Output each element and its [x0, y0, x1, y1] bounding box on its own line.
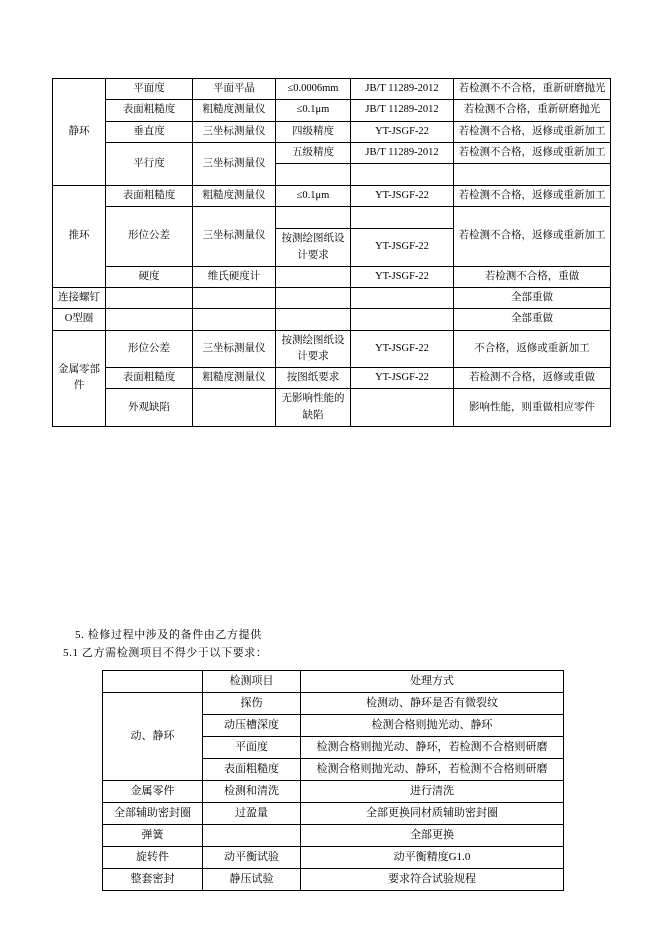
header-category — [103, 671, 203, 693]
cell-instrument: 平面平晶 — [193, 79, 276, 100]
cell-action: 检测动、静环是否有微裂纹 — [301, 693, 564, 715]
table-row — [53, 309, 611, 330]
table-row — [53, 288, 611, 309]
table-row — [53, 266, 611, 287]
table-row — [53, 79, 611, 100]
cell-category: O型圈 — [53, 309, 106, 330]
table-row — [103, 781, 564, 803]
cell-instrument — [193, 288, 276, 309]
cell-spec — [276, 266, 351, 287]
table-row — [53, 100, 611, 121]
cell-category: 整套密封 — [103, 869, 203, 891]
cell-action: 进行清洗 — [301, 781, 564, 803]
cell-item: 表面粗糙度 — [106, 186, 193, 207]
cell-spec: ≤0.0006mm — [276, 79, 351, 100]
table-row — [103, 803, 564, 825]
cell-action: 全部重做 — [454, 288, 611, 309]
cell-standard: YT-JSGF-22 — [351, 121, 454, 142]
cell-item: 表面粗糙度 — [106, 368, 193, 389]
cell-standard — [351, 389, 454, 427]
cell-standard — [351, 309, 454, 330]
cell-item: 静压试验 — [203, 869, 301, 891]
cell-standard: JB/T 11289-2012 — [351, 79, 454, 100]
cell-item: 平面度 — [203, 737, 301, 759]
note-item-5: 5. 检修过程中涉及的备件由乙方提供 — [75, 629, 262, 641]
cell-standard: JB/T 11289-2012 — [351, 100, 454, 121]
cell-standard — [351, 164, 454, 186]
requirement-table-container — [102, 670, 563, 891]
cell-item: 外观缺陷 — [106, 389, 193, 427]
cell-spec: 按图纸要求 — [276, 368, 351, 389]
cell-standard: JB/T 11289-2012 — [351, 142, 454, 163]
cell-spec: ≤0.1μm — [276, 100, 351, 121]
cell-category: 金属零件 — [103, 781, 203, 803]
cell-item — [203, 825, 301, 847]
cell-action: 若检测不合格，重新研磨抛光 — [454, 100, 611, 121]
note-item-5-1: 5.1 乙方需检测项目不得少于以下要求： — [63, 647, 268, 659]
cell-item: 检测和清洗 — [203, 781, 301, 803]
table-row — [53, 368, 611, 389]
cell-spec: ≤0.1μm — [276, 186, 351, 207]
table-row — [53, 389, 611, 427]
cell-action — [454, 164, 611, 186]
cell-instrument: 三坐标测量仪 — [193, 330, 276, 368]
cell-spec: 无影响性能的缺陷 — [276, 389, 351, 427]
cell-action: 动平衡精度G1.0 — [301, 847, 564, 869]
cell-item: 表面粗糙度 — [203, 759, 301, 781]
cell-category: 弹簧 — [103, 825, 203, 847]
cell-instrument: 三坐标测量仪 — [193, 121, 276, 142]
cell-item: 平行度 — [106, 142, 193, 185]
inspection-table-container — [52, 78, 610, 427]
cell-instrument — [193, 389, 276, 427]
cell-item: 动压槽深度 — [203, 715, 301, 737]
cell-action: 若检测不合格，返修或重新加工 — [454, 186, 611, 207]
cell-item: 动平衡试验 — [203, 847, 301, 869]
cell-item — [106, 288, 193, 309]
cell-action: 检测合格则抛光动、静环 — [301, 715, 564, 737]
cell-spec — [276, 164, 351, 186]
cell-item: 表面粗糙度 — [106, 100, 193, 121]
cell-item: 探伤 — [203, 693, 301, 715]
cell-standard: YT-JSGF-22 — [351, 266, 454, 287]
cell-instrument — [193, 309, 276, 330]
cell-action: 不合格，返修或重新加工 — [454, 330, 611, 368]
cell-standard — [351, 288, 454, 309]
table-row — [53, 207, 611, 229]
cell-action: 若检测不合格，返修或重新加工 — [454, 121, 611, 142]
cell-item: 硬度 — [106, 266, 193, 287]
cell-category: 连接螺钉 — [53, 288, 106, 309]
cell-item: 平面度 — [106, 79, 193, 100]
cell-category: 静环 — [53, 79, 106, 186]
cell-category: 金属零部件 — [53, 330, 106, 426]
cell-instrument: 维氏硬度计 — [193, 266, 276, 287]
cell-spec: 按测绘图纸设计要求 — [276, 229, 351, 267]
table-row — [53, 186, 611, 207]
cell-action: 检测合格则抛光动、静环，若检测不合格则研磨 — [301, 737, 564, 759]
cell-spec — [276, 309, 351, 330]
cell-category: 全部辅助密封圈 — [103, 803, 203, 825]
cell-standard: YT-JSGF-22 — [351, 368, 454, 389]
cell-instrument: 三坐标测量仪 — [193, 142, 276, 185]
cell-action: 要求符合试验规程 — [301, 869, 564, 891]
cell-category: 旋转件 — [103, 847, 203, 869]
cell-action: 全部更换同材质辅助密封圈 — [301, 803, 564, 825]
cell-action: 若检测不合格，重做 — [454, 266, 611, 287]
table-header-row — [103, 671, 564, 693]
cell-item: 形位公差 — [106, 330, 193, 368]
cell-category: 推环 — [53, 186, 106, 288]
cell-instrument: 粗糙度测量仪 — [193, 100, 276, 121]
cell-standard: YT-JSGF-22 — [351, 330, 454, 368]
cell-spec: 按测绘图纸设计要求 — [276, 330, 351, 368]
cell-item: 过盈量 — [203, 803, 301, 825]
cell-item: 垂直度 — [106, 121, 193, 142]
cell-standard: YT-JSGF-22 — [351, 229, 454, 267]
table-row — [103, 825, 564, 847]
cell-action: 若检测不合格，返修或重新加工 — [454, 207, 611, 267]
table-row — [53, 121, 611, 142]
cell-action: 全部重做 — [454, 309, 611, 330]
cell-action: 全部更换 — [301, 825, 564, 847]
header-item: 检测项目 — [203, 671, 301, 693]
inspection-table — [52, 78, 611, 427]
cell-category: 动、静环 — [103, 693, 203, 781]
cell-instrument: 三坐标测量仪 — [193, 207, 276, 267]
cell-item — [106, 309, 193, 330]
cell-instrument: 粗糙度测量仪 — [193, 368, 276, 389]
table-row — [103, 869, 564, 891]
cell-standard — [351, 207, 454, 229]
table-row — [53, 330, 611, 368]
cell-action: 若检测不不合格，重新研磨抛光 — [454, 79, 611, 100]
cell-action: 检测合格则抛光动、静环，若检测不合格则研磨 — [301, 759, 564, 781]
cell-action: 影响性能，则重做相应零件 — [454, 389, 611, 427]
cell-standard: YT-JSGF-22 — [351, 186, 454, 207]
requirement-table — [102, 670, 564, 891]
table-row — [103, 847, 564, 869]
cell-spec — [276, 207, 351, 229]
cell-action: 若检测不合格，返修或重做 — [454, 368, 611, 389]
cell-spec: 五级精度 — [276, 142, 351, 163]
header-action: 处理方式 — [301, 671, 564, 693]
table-row — [103, 693, 564, 715]
cell-instrument: 粗糙度测量仪 — [193, 186, 276, 207]
cell-item: 形位公差 — [106, 207, 193, 267]
cell-action: 若检测不合格，返修或重新加工 — [454, 142, 611, 163]
cell-spec — [276, 288, 351, 309]
table-row — [53, 142, 611, 163]
cell-spec: 四级精度 — [276, 121, 351, 142]
